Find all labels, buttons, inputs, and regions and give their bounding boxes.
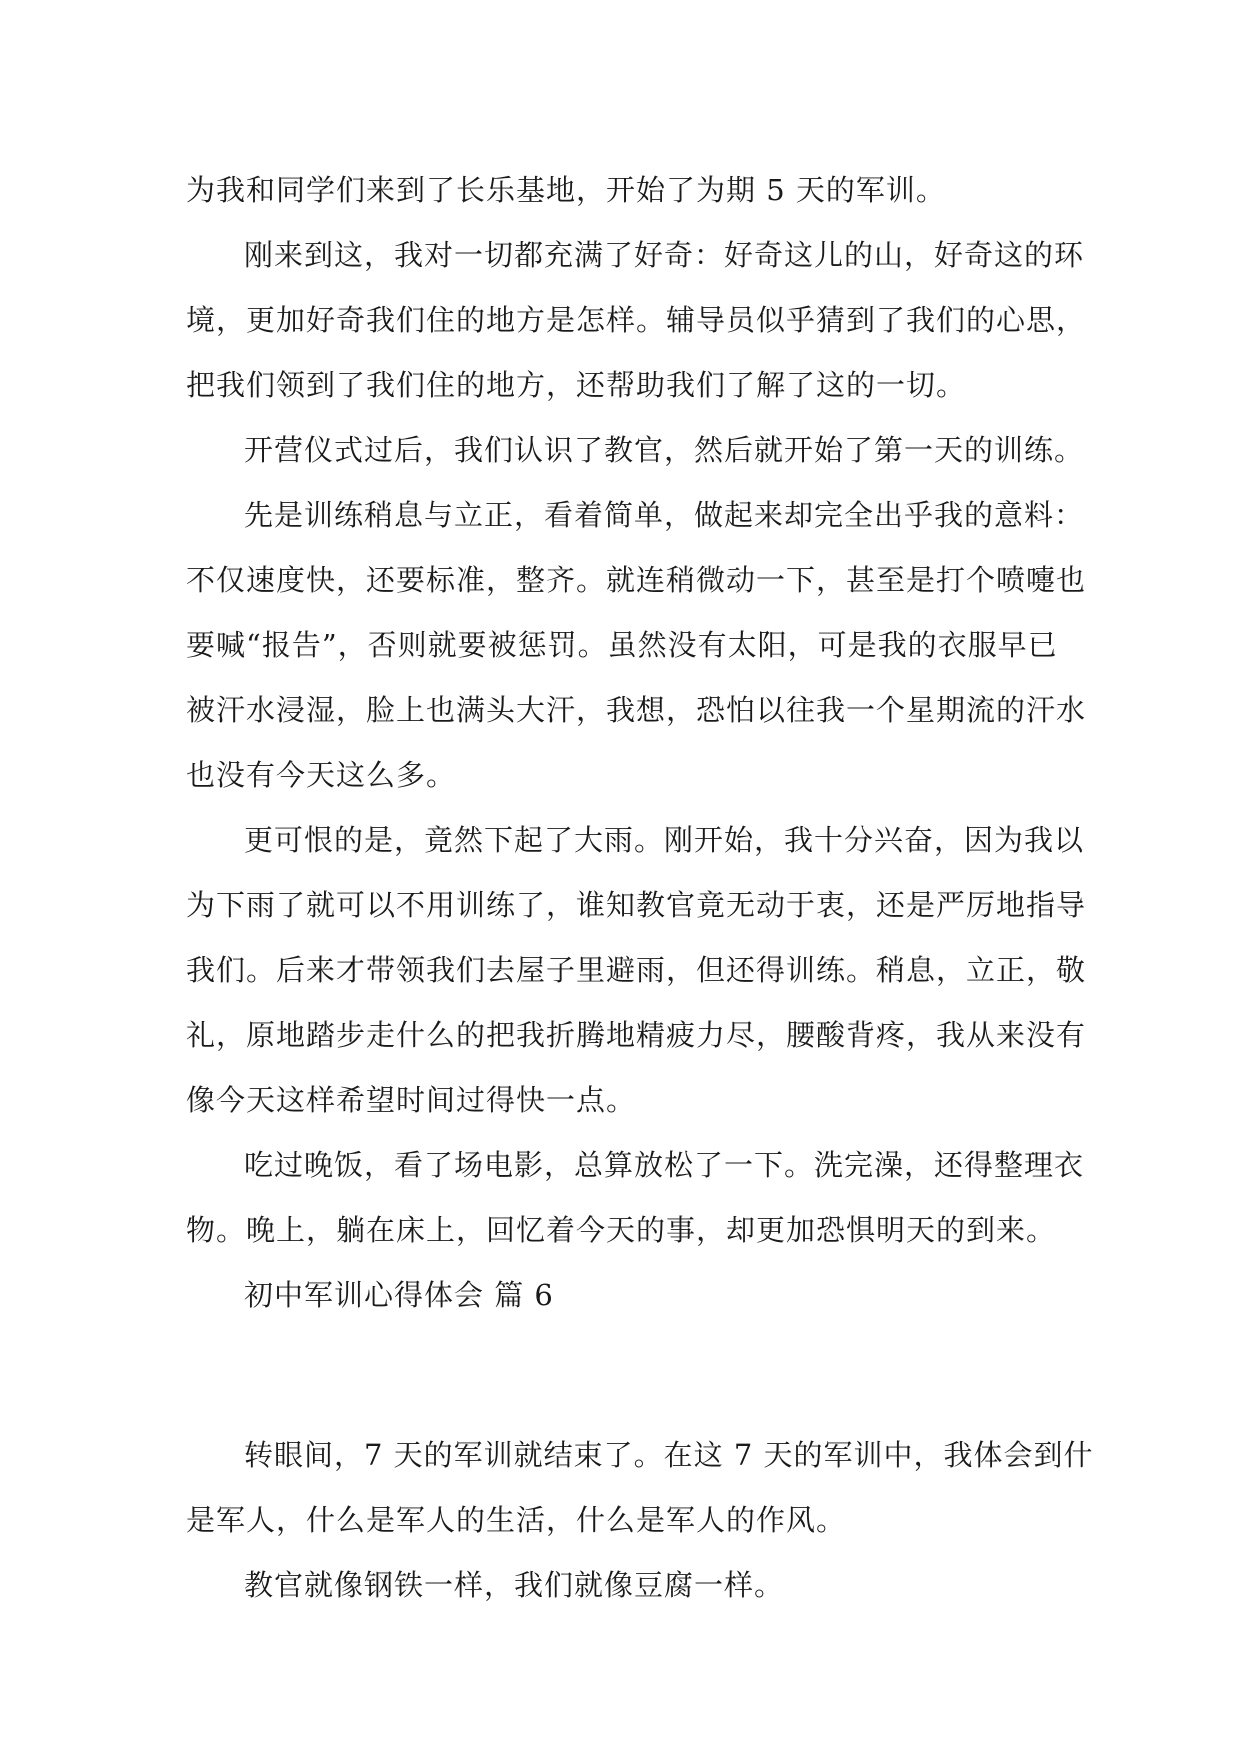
paragraph-line: 为我和同学们来到了长乐基地，开始了为期 5 天的军训。 bbox=[186, 173, 946, 207]
paragraph-line: 要喊“报告”，否则就要被惩罚。虽然没有太阳，可是我的衣服早已 bbox=[186, 628, 1058, 662]
document-body bbox=[186, 158, 1094, 1618]
paragraph bbox=[186, 1553, 1066, 1618]
paragraph bbox=[186, 158, 1066, 223]
paragraph bbox=[186, 483, 1087, 808]
blank-space bbox=[186, 1328, 1066, 1423]
paragraph-line: 吃过晚饭，看了场电影，总算放松了一下。洗完澡，还得整理衣 bbox=[244, 1148, 1085, 1182]
paragraph-line: 教官就像钢铁一样，我们就像豆腐一样。 bbox=[244, 1568, 785, 1602]
paragraph-line: 像今天这样希望时间过得快一点。 bbox=[186, 1083, 637, 1117]
paragraph-line: 更可恨的是，竟然下起了大雨。刚开始，我十分兴奋，因为我以 bbox=[244, 823, 1085, 857]
section-heading-text: 初中军训心得体会 篇 6 bbox=[244, 1278, 554, 1312]
paragraph-line: 为下雨了就可以不用训练了，谁知教官竟无动于衷，还是严厉地指导 bbox=[186, 888, 1087, 922]
paragraph bbox=[186, 223, 1087, 418]
paragraph-line: 礼，原地踏步走什么的把我折腾地精疲力尽，腰酸背疼，我从来没有 bbox=[186, 1018, 1087, 1052]
paragraph bbox=[186, 1133, 1085, 1263]
paragraph-line: 不仅速度快，还要标准，整齐。就连稍微动一下，甚至是打个喷嚏也 bbox=[186, 563, 1087, 597]
section-heading bbox=[186, 1263, 1066, 1328]
paragraph-line: 转眼间，7 天的军训就结束了。在这 7 天的军训中，我体会到什 bbox=[244, 1438, 1094, 1472]
paragraph bbox=[186, 1423, 1094, 1553]
paragraph bbox=[186, 808, 1087, 1133]
paragraph-line: 物。晚上，躺在床上，回忆着今天的事，却更加恐惧明天的到来。 bbox=[186, 1213, 1057, 1247]
paragraph-line: 刚来到这，我对一切都充满了好奇：好奇这儿的山，好奇这的环 bbox=[244, 238, 1085, 272]
paragraph-line: 我们。后来才带领我们去屋子里避雨，但还得训练。稍息，立正，敬 bbox=[186, 953, 1087, 987]
paragraph-line: 把我们领到了我们住的地方，还帮助我们了解了这的一切。 bbox=[186, 368, 967, 402]
paragraph-line: 是军人，什么是军人的生活，什么是军人的作风。 bbox=[186, 1503, 847, 1537]
paragraph-line: 先是训练稍息与立正，看着简单，做起来却完全出乎我的意料： bbox=[244, 498, 1085, 532]
paragraph-line: 境，更加好奇我们住的地方是怎样。辅导员似乎猜到了我们的心思， bbox=[186, 303, 1087, 337]
paragraph-line: 开营仪式过后，我们认识了教官，然后就开始了第一天的训练。 bbox=[244, 433, 1085, 467]
paragraph-line: 也没有今天这么多。 bbox=[186, 758, 457, 792]
paragraph bbox=[186, 418, 1085, 483]
paragraph-line: 被汗水浸湿，脸上也满头大汗，我想，恐怕以往我一个星期流的汗水 bbox=[186, 693, 1087, 727]
